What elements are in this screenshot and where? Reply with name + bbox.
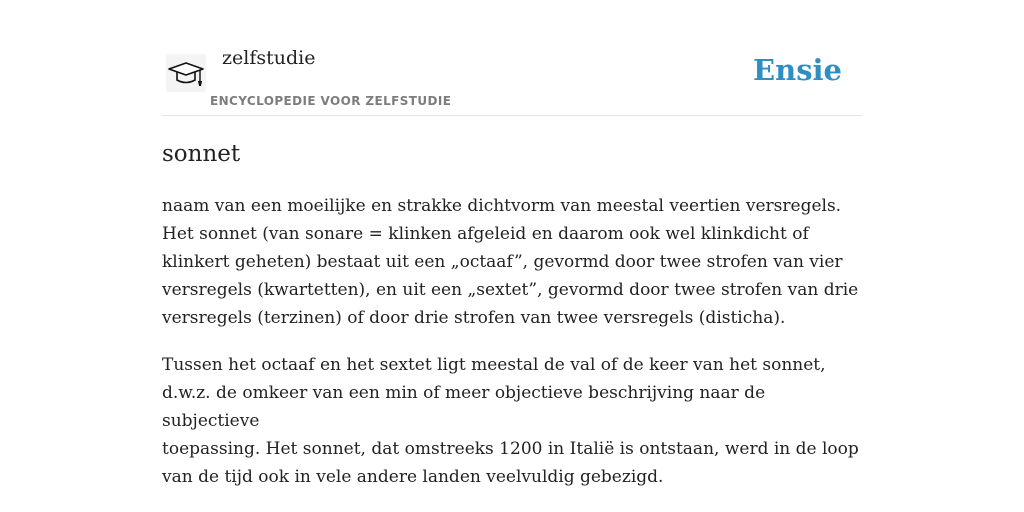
article [162,138,862,491]
definition-paragraph: Tussen het octaaf en het sextet ligt meestal de val of de keer van het sonnet, d.w.z. de omkeer van een min of meer objectieve beschrijving naar de subjectieve toepassing. Het sonnet, dat omstreeks 1200 in Italië is ontstaan, werd in de loop van de tijd ook in vele andere landen veelvuldig gebezigd. [162,355,859,487]
definition-paragraph: naam van een moeilijke en strakke dichtvorm van meestal veertien versregels. Het sonnet (van sonare = klinken afgeleid en daarom ook wel klinkdicht of klinkert geheten) bestaat uit een „octaaf”, gevormd door twee strofen van vier versregels (kwartetten), en uit een „sextet”, gevormd door twee strofen van drie versregels (terzinen) of door drie strofen van twee versregels (disticha). [162,196,859,328]
ensie-logo-link[interactable]: Ensie [753,53,842,87]
graduation-cap-icon[interactable] [166,54,206,92]
site-name-link[interactable]: zelfstudie [222,47,316,69]
site-header [162,40,862,116]
page-title: sonnet [162,141,241,167]
site-tagline: ENCYCLOPEDIE VOOR ZELFSTUDIE [210,94,452,108]
